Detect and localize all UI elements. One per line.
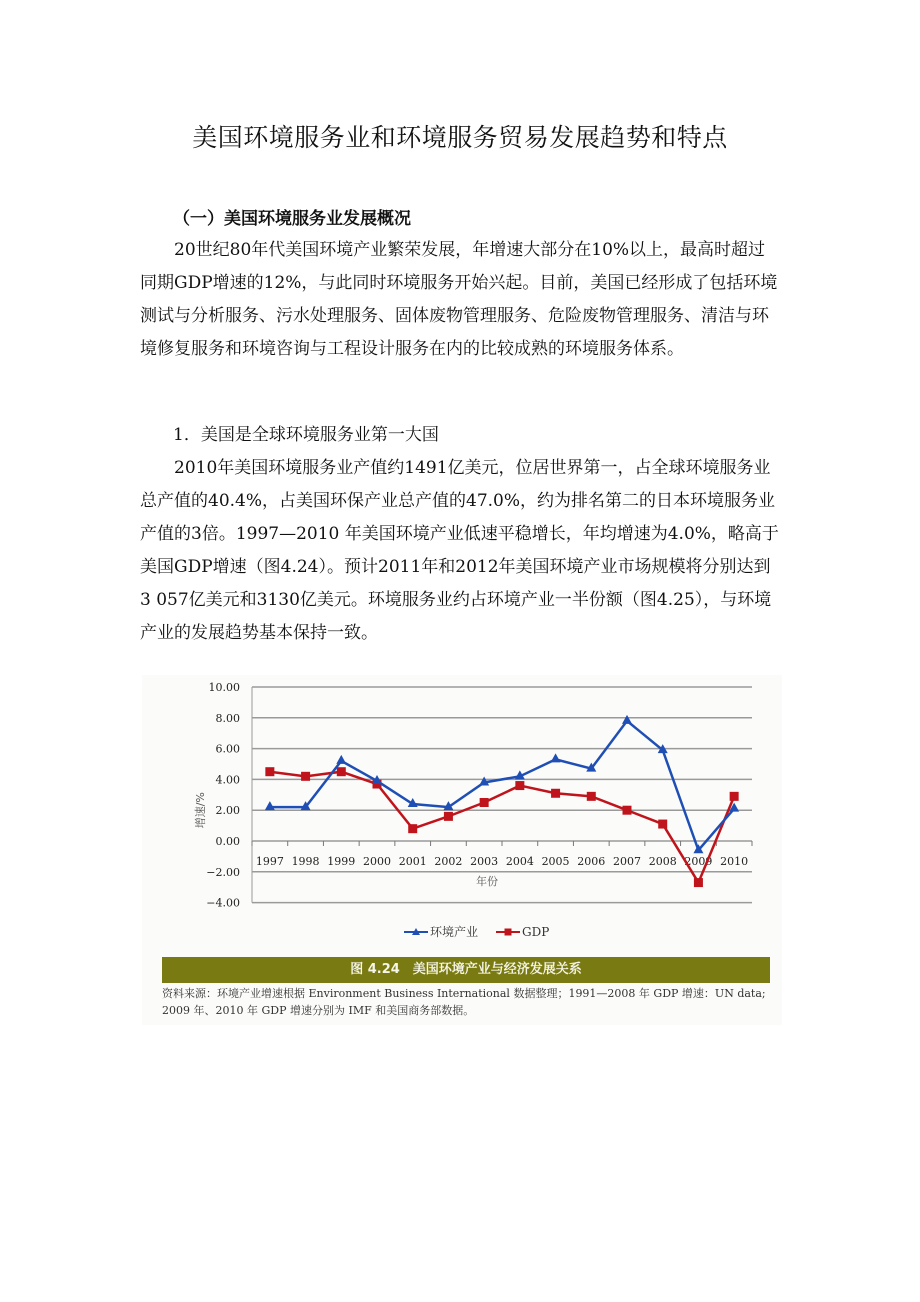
triangle-marker-icon — [404, 927, 428, 937]
y-tick-label: 8.00 — [215, 711, 240, 725]
paragraph-1: 20世纪80年代美国环境产业繁荣发展，年增速大部分在10%以上，最高时超过同期GDP增速的12%，与此同时环境服务开始兴起。目前，美国已经形成了包括环境测试与分析服务、污水处理服务、固体废物管理服务、危险废物管理服务、清洁与环境修复服务和环境咨询与工程设计服务在内的比较成熟的环境服务体系。 — [140, 240, 778, 359]
square-marker — [515, 781, 524, 790]
y-tick-label: −4.00 — [206, 896, 240, 910]
figure-source — [162, 985, 782, 1019]
chart-legend — [404, 923, 549, 940]
x-tick-label: 1997 — [255, 855, 284, 868]
line-chart — [142, 675, 782, 925]
y-tick-label: 0.00 — [215, 835, 240, 848]
triangle-marker — [551, 753, 561, 762]
x-tick-label: 2008 — [648, 855, 677, 868]
y-tick-label: 2.00 — [215, 804, 240, 818]
square-marker-icon — [496, 927, 520, 937]
document-title: 美国环境服务业和环境服务贸易发展趋势和特点 — [192, 123, 728, 152]
x-tick-label: 2001 — [398, 855, 427, 868]
x-tick-label: 2005 — [541, 855, 570, 868]
legend-label-gdp: GDP — [522, 924, 550, 939]
legend-item-gdp — [496, 923, 549, 940]
triangle-marker — [265, 801, 275, 810]
square-marker — [694, 878, 703, 887]
square-marker — [480, 798, 489, 807]
square-marker — [658, 820, 667, 829]
x-axis-title: 年份 — [476, 875, 498, 888]
x-tick-label: 2003 — [470, 855, 499, 868]
figure-4-24 — [142, 675, 782, 1025]
legend-item-env — [404, 923, 478, 940]
x-tick-label: 2009 — [684, 855, 713, 868]
square-marker — [337, 767, 346, 776]
y-tick-label: 6.00 — [215, 742, 240, 756]
y-axis-title: 增速/% — [194, 792, 207, 829]
x-tick-label: 1999 — [327, 855, 356, 868]
square-marker — [730, 792, 739, 801]
x-tick-label: 2002 — [434, 855, 463, 868]
x-tick-label: 2000 — [363, 855, 391, 868]
figure-caption: 图 4.24 美国环境产业与经济发展关系 — [162, 957, 770, 983]
triangle-marker — [336, 755, 346, 764]
x-tick-label: 1998 — [291, 855, 320, 868]
series-line-env — [270, 721, 734, 850]
square-marker — [408, 824, 417, 833]
source-line-2: 2009 年、2010 年 GDP 增速分别为 IMF 和美国商务部数据。 — [162, 1004, 475, 1017]
y-tick-label: 4.00 — [215, 773, 240, 787]
square-marker — [301, 772, 310, 781]
subheading-1: 1．美国是全球环境服务业第一大国 — [173, 425, 439, 445]
x-tick-label: 2010 — [720, 855, 749, 868]
section-heading: （一）美国环境服务业发展概况 — [173, 209, 411, 229]
square-marker — [623, 806, 632, 815]
y-tick-label: −2.00 — [206, 865, 240, 879]
y-tick-label: 10.00 — [208, 681, 240, 694]
square-marker — [551, 789, 560, 798]
legend-label-env: 环境产业 — [430, 925, 479, 939]
square-marker — [587, 792, 596, 801]
source-line-1: 资料来源：环境产业增速根据 Environment Business International 数据整理；1991—2008 年 GDP 增速：UN data; — [162, 987, 766, 1000]
paragraph-2: 2010年美国环境服务业产值约1491亿美元，位居世界第一，占全球环境服务业总产值的40.4%，占美国环保产业总产值的47.0%，约为排名第二的日本环境服务业产值的3倍。1997—2010 年美国环境产业低速平稳增长，年均增速为4.0%，略高于美国GDP增速（图4.24）。预计2011年和2012年美国环境产业市场规模将分别达到3 057亿美元和3130亿美元。环境服务业约占环境产业一半份额（图4.25），与环境产业的发展趋势基本保持一致。 — [140, 458, 779, 643]
x-tick-label: 2006 — [577, 855, 606, 868]
x-tick-label: 2007 — [613, 855, 641, 868]
x-tick-label: 2004 — [505, 855, 534, 868]
square-marker — [444, 812, 453, 821]
triangle-marker — [622, 715, 632, 724]
square-marker — [265, 767, 274, 776]
